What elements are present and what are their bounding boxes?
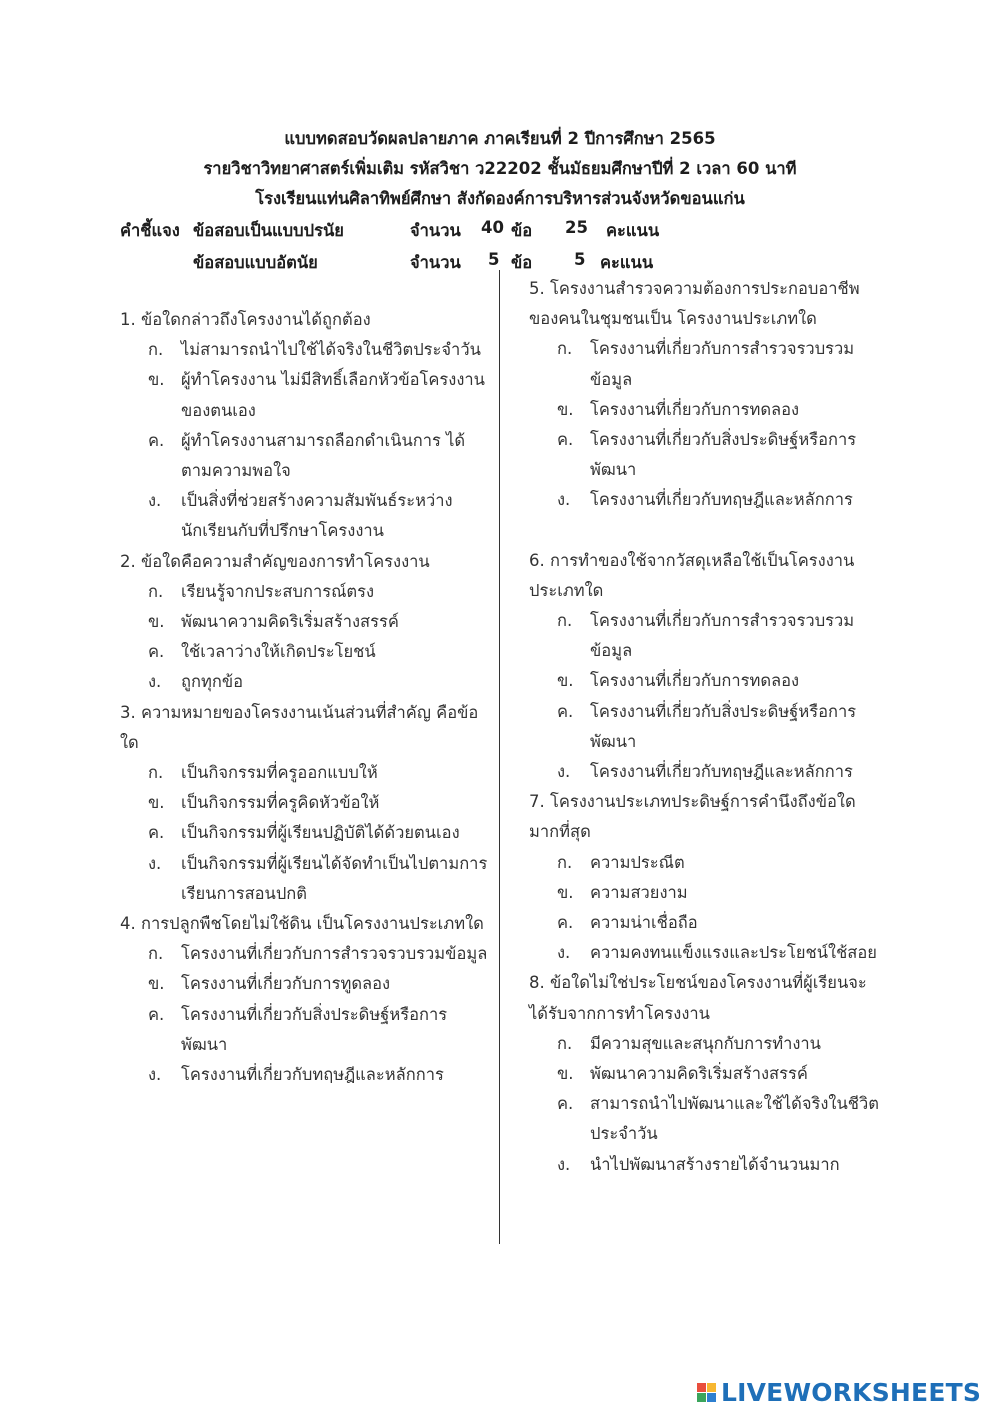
- answer-option[interactable]: [120, 577, 490, 607]
- logo-icon: [697, 1383, 716, 1402]
- option-letter: ก.: [148, 340, 164, 360]
- option-text: ถูกทุกข้อ: [181, 672, 244, 692]
- option-text: เป็นสิ่งที่ช่วยสร้างความสัมพันธ์ระหว่างนักเรียนกับที่ปรึกษาโครงงาน: [181, 491, 453, 541]
- answer-option[interactable]: [529, 938, 879, 968]
- option-text: โครงงานที่เกี่ยวกับการทูดลอง: [181, 974, 391, 994]
- option-letter: ก.: [148, 763, 164, 783]
- answer-option[interactable]: [529, 908, 879, 938]
- instruction-score-unit-1: คะแนน: [606, 221, 660, 240]
- option-letter: ง.: [148, 1065, 162, 1085]
- liveworksheets-logo[interactable]: [697, 1378, 981, 1407]
- option-text: โครงงานที่เกี่ยวกับสิ่งประดิษฐ์หรือการพัฒนา: [590, 701, 857, 751]
- option-letter: ข.: [148, 793, 165, 813]
- option-text: โครงงานที่เกี่ยวกับทฤษฎีและหลักการ: [590, 762, 853, 782]
- instruction-score-unit-2: คะแนน: [600, 253, 654, 272]
- instruction-count-2: 5: [488, 250, 500, 269]
- option-letter: ง.: [557, 943, 571, 963]
- question-stem: 8. ข้อใดไม่ใช่ประโยชน์ของโครงงานที่ผู้เรียนจะได้รับจากการทำโครงงาน: [529, 973, 867, 1023]
- option-letter: ก.: [148, 581, 164, 601]
- option-letter: ข.: [557, 882, 574, 902]
- option-text: โครงงานที่เกี่ยวกับสิ่งประดิษฐ์หรือการพัฒนา: [181, 1004, 448, 1054]
- option-text: ผู้ทำโครงงานสามารถลือกดำเนินการ ได้ตามความพอใจ: [181, 430, 466, 481]
- option-letter: ง.: [148, 672, 162, 692]
- option-text: พัฒนาความคิดริเริ่มสร้างสรรค์: [590, 1064, 808, 1084]
- option-letter: ค.: [557, 701, 574, 721]
- answer-option[interactable]: [529, 757, 879, 787]
- question-4: [120, 909, 490, 1090]
- option-letter: ก.: [557, 611, 573, 631]
- answer-option[interactable]: [120, 607, 490, 637]
- option-letter: ข.: [148, 612, 165, 632]
- answer-option[interactable]: [120, 426, 490, 486]
- answer-option[interactable]: [529, 334, 879, 394]
- school-line: โรงเรียนแท่นศิลาทิพย์ศึกษา สังกัดองค์การบริหารส่วนจังหวัดขอนแก่น: [255, 189, 745, 208]
- answer-option[interactable]: [529, 1089, 879, 1149]
- answer-option[interactable]: [120, 788, 490, 818]
- option-letter: ง.: [557, 762, 571, 782]
- option-text: มีความสุขและสนุกกับการทำงาน: [590, 1033, 821, 1053]
- answer-option[interactable]: [120, 818, 490, 848]
- answer-option[interactable]: [529, 485, 879, 515]
- subject-line: รายวิชาวิทยาศาสตร์เพิ่มเติม รหัสวิชา ว22202 ชั้นมัธยมศึกษาปีที่ 2 เวลา 60 นาที: [203, 159, 797, 178]
- option-letter: ค.: [557, 913, 574, 933]
- option-text: พัฒนาความคิดริเริ่มสร้างสรรค์: [181, 612, 399, 632]
- logo-square-yellow: [707, 1383, 716, 1392]
- logo-square-blue: [707, 1393, 716, 1402]
- answer-option[interactable]: [529, 848, 879, 878]
- option-text: เป็นกิจกรรมที่ครูคิดหัวข้อให้: [181, 793, 380, 813]
- answer-option[interactable]: [529, 1150, 879, 1180]
- instruction-count-1: 40: [481, 218, 504, 237]
- instruction-count-label-1: จำนวน: [410, 221, 461, 240]
- instruction-score-2: 5: [574, 250, 586, 269]
- option-text: ความน่าเชื่อถือ: [590, 913, 698, 933]
- option-letter: ข.: [557, 671, 574, 691]
- question-1: [120, 305, 490, 547]
- answer-option[interactable]: [120, 1060, 490, 1090]
- answer-option[interactable]: [529, 697, 879, 757]
- instruction-unit-1: ข้อ: [511, 221, 533, 240]
- question-stem: 1. ข้อใดกล่าวถึงโครงงานได้ถูกต้อง: [120, 310, 371, 329]
- logo-square-green: [697, 1393, 706, 1402]
- option-text: โครงงานที่เกี่ยวกับการสำรวจรวบรวมข้อมูล: [590, 611, 855, 661]
- option-text: ใช้เวลาว่างให้เกิดประโยชน์: [181, 642, 376, 662]
- option-letter: ก.: [148, 944, 164, 964]
- answer-option[interactable]: [529, 425, 879, 485]
- option-text: โครงงานที่เกี่ยวกับการทดลอง: [590, 671, 800, 691]
- answer-option[interactable]: [120, 939, 490, 969]
- option-text: โครงงานที่เกี่ยวกับการสำรวจรวบรวมข้อมูล: [181, 944, 488, 964]
- instruction-score-1: 25: [565, 218, 588, 237]
- answer-option[interactable]: [120, 365, 490, 425]
- option-text: ความประณีต: [590, 852, 685, 872]
- question-2: [120, 547, 490, 698]
- option-text: ความคงทนแข็งแรงและประโยชน์ใช้สอย: [590, 943, 877, 963]
- question-stem: 4. การปลูกพืชโดยไม่ใช้ดิน เป็นโครงงานประเภทใด: [120, 914, 484, 934]
- left-column: [120, 305, 490, 1090]
- option-letter: ค.: [557, 1094, 574, 1114]
- option-text: โครงงานที่เกี่ยวกับทฤษฎีและหลักการ: [590, 490, 853, 510]
- answer-option[interactable]: [120, 637, 490, 667]
- option-text: เป็นกิจกรรมที่ผู้เรียนปฏิบัติได้ด้วยตนเอง: [181, 823, 460, 843]
- question-5: [529, 274, 879, 516]
- answer-option[interactable]: [529, 1059, 879, 1089]
- question-stem: 7. โครงงานประเภทประดิษฐ์การคำนึงถึงข้อใดมากที่สุด: [529, 792, 856, 842]
- option-text: เรียนรู้จากประสบการณ์ตรง: [181, 581, 375, 601]
- option-text: โครงงานที่เกี่ยวกับทฤษฎีและหลักการ: [181, 1065, 444, 1085]
- answer-option[interactable]: [529, 878, 879, 908]
- option-text: นำไปพัฒนาสร้างรายได้จำนวนมาก: [590, 1154, 840, 1174]
- answer-option[interactable]: [120, 849, 490, 909]
- right-column: [529, 274, 879, 1180]
- option-letter: ข.: [557, 399, 574, 419]
- answer-option[interactable]: [120, 335, 490, 365]
- question-stem: 2. ข้อใดคือความสำคัญของการทำโครงงาน: [120, 551, 430, 571]
- question-stem: 6. การทำของใช้จากวัสดุเหลือใช้เป็นโครงงานประเภทใด: [529, 550, 855, 600]
- answer-option[interactable]: [529, 606, 879, 666]
- option-text: ผู้ทำโครงงาน ไม่มีสิทธิ์เลือกหัวข้อโครงงานของตนเอง: [181, 370, 485, 420]
- answer-option[interactable]: [120, 486, 490, 546]
- option-letter: ค.: [148, 430, 165, 450]
- answer-option[interactable]: [120, 969, 490, 999]
- exam-title: แบบทดสอบวัดผลปลายภาค ภาคเรียนที่ 2 ปีการศึกษา 2565: [284, 129, 716, 148]
- option-letter: ก.: [557, 1033, 573, 1053]
- option-letter: ค.: [557, 430, 574, 450]
- option-letter: ง.: [557, 1154, 571, 1174]
- logo-square-red: [697, 1383, 706, 1392]
- option-letter: ง.: [148, 853, 162, 873]
- option-letter: ก.: [557, 339, 573, 359]
- answer-option[interactable]: [120, 1000, 490, 1060]
- option-text: เป็นกิจกรรมที่ผู้เรียนได้จัดทำเป็นไปตามการเรียนการสอนปกติ: [181, 853, 488, 903]
- option-text: โครงงานที่เกี่ยวกับการทดลอง: [590, 399, 800, 419]
- option-text: ความสวยงาม: [590, 882, 688, 902]
- option-letter: ก.: [557, 852, 573, 872]
- option-letter: ง.: [557, 490, 571, 510]
- option-letter: ข.: [557, 1064, 574, 1084]
- answer-option[interactable]: [529, 1029, 879, 1059]
- column-divider: [499, 270, 500, 1244]
- option-letter: ง.: [148, 491, 162, 511]
- instruction-type-2: ข้อสอบแบบอัตนัย: [193, 253, 318, 272]
- question-stem: 3. ความหมายของโครงงานเน้นส่วนที่สำคัญ คือข้อใด: [120, 702, 479, 752]
- option-letter: ค.: [148, 823, 165, 843]
- question-6: [529, 546, 879, 788]
- option-text: ไม่สามารถนำไปใช้ได้จริงในชีวิตประจำวัน: [181, 340, 481, 360]
- question-8: [529, 968, 879, 1179]
- option-text: โครงงานที่เกี่ยวกับการสำรวจรวบรวมข้อมูล: [590, 339, 855, 389]
- option-letter: ค.: [148, 642, 165, 662]
- option-text: สามารถนำไปพัฒนาและใช้ได้จริงในชีวิตประจำวัน: [590, 1094, 879, 1144]
- answer-option[interactable]: [529, 666, 879, 696]
- instruction-count-label-2: จำนวน: [410, 253, 461, 272]
- answer-option[interactable]: [529, 395, 879, 425]
- logo-text: LIVEWORKSHEETS: [721, 1378, 982, 1407]
- instruction-unit-2: ข้อ: [511, 253, 533, 272]
- option-letter: ข.: [148, 370, 165, 390]
- question-3: [120, 698, 490, 909]
- instructions-label: คำชี้แจง: [120, 221, 180, 240]
- question-stem: 5. โครงงานสำรวจความต้องการประกอบอาชีพของคนในชุมชนเป็น โครงงานประเภทใด: [529, 279, 860, 329]
- option-letter: ข.: [148, 974, 165, 994]
- option-text: โครงงานที่เกี่ยวกับสิ่งประดิษฐ์หรือการพัฒนา: [590, 430, 857, 480]
- instruction-type-1: ข้อสอบเป็นแบบปรนัย: [193, 221, 344, 240]
- question-7: [529, 787, 879, 968]
- spacer: [529, 516, 879, 546]
- answer-option[interactable]: [120, 667, 490, 697]
- option-text: เป็นกิจกรรมที่ครูออกแบบให้: [181, 763, 378, 783]
- answer-option[interactable]: [120, 758, 490, 788]
- option-letter: ค.: [148, 1004, 165, 1024]
